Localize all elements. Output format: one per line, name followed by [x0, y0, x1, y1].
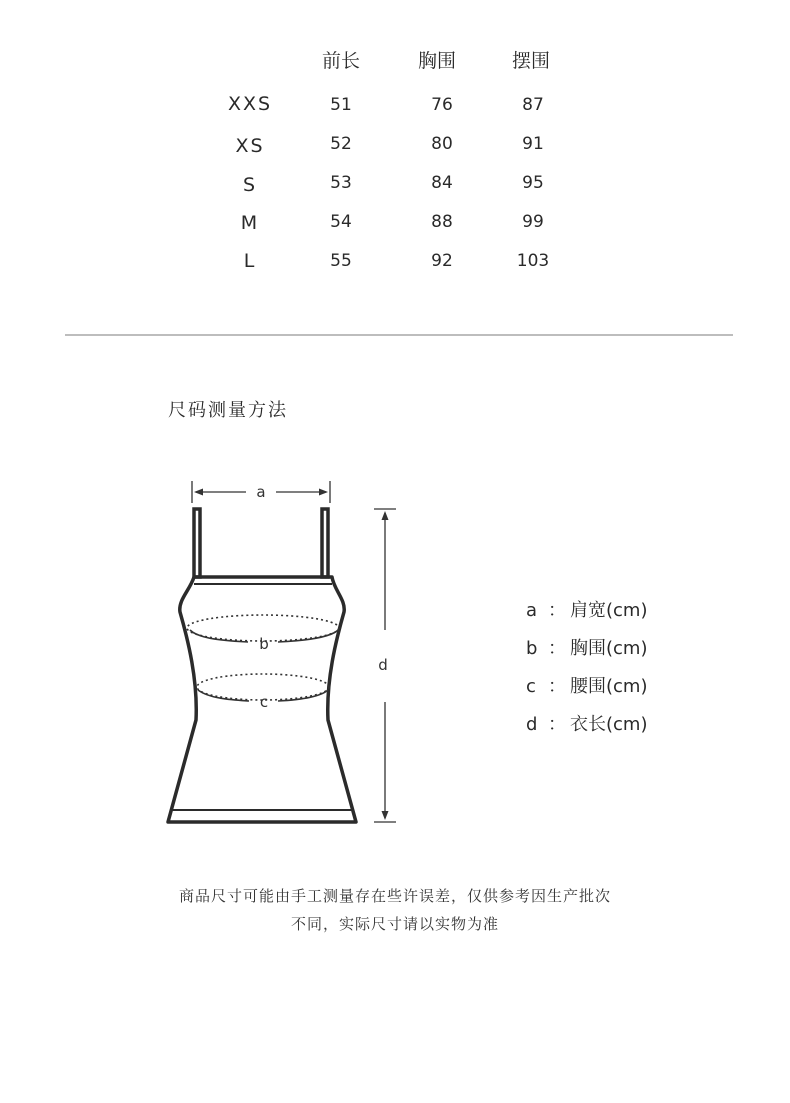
table-cell: 80: [431, 134, 453, 154]
size-label: L: [243, 250, 257, 272]
table-cell: 55: [330, 251, 352, 271]
table-cell: 51: [330, 95, 352, 115]
legend-item: a ： 肩宽(cm): [526, 600, 648, 621]
straps: [194, 509, 328, 577]
table-cell: 76: [431, 95, 453, 115]
legend-item: c ： 腰围(cm): [526, 676, 648, 697]
table-cell: 103: [516, 251, 550, 271]
header-chest: 胸围: [418, 50, 457, 72]
size-label: XS: [235, 135, 265, 157]
label-c: c: [259, 693, 269, 711]
table-cell: 84: [431, 173, 453, 193]
table-cell: 92: [431, 251, 453, 271]
table-cell: 95: [522, 173, 544, 193]
table-cell: 54: [330, 212, 352, 232]
header-hem: 摆围: [512, 50, 551, 72]
label-a: a: [256, 483, 266, 501]
table-cell: 53: [330, 173, 352, 193]
label-b: b: [259, 635, 269, 653]
legend-item: b ： 胸围(cm): [526, 638, 648, 659]
size-label: XXS: [227, 93, 273, 115]
table-cell: 87: [522, 95, 544, 115]
table-cell: 99: [522, 212, 544, 232]
size-label: S: [242, 174, 258, 196]
disclaimer-line-1: 商品尺寸可能由手工测量存在些许误差，仅供参考因生产批次: [178, 887, 611, 905]
label-d: d: [378, 656, 388, 674]
header-front-length: 前长: [322, 50, 361, 72]
legend-item: d ： 衣长(cm): [526, 714, 648, 735]
disclaimer-line-2: 不同，实际尺寸请以实物为准: [290, 915, 499, 933]
table-cell: 88: [431, 212, 453, 232]
table-cell: 91: [522, 134, 544, 154]
section-title: 尺码测量方法: [168, 400, 288, 421]
size-label: M: [240, 212, 260, 234]
table-cell: 52: [330, 134, 352, 154]
